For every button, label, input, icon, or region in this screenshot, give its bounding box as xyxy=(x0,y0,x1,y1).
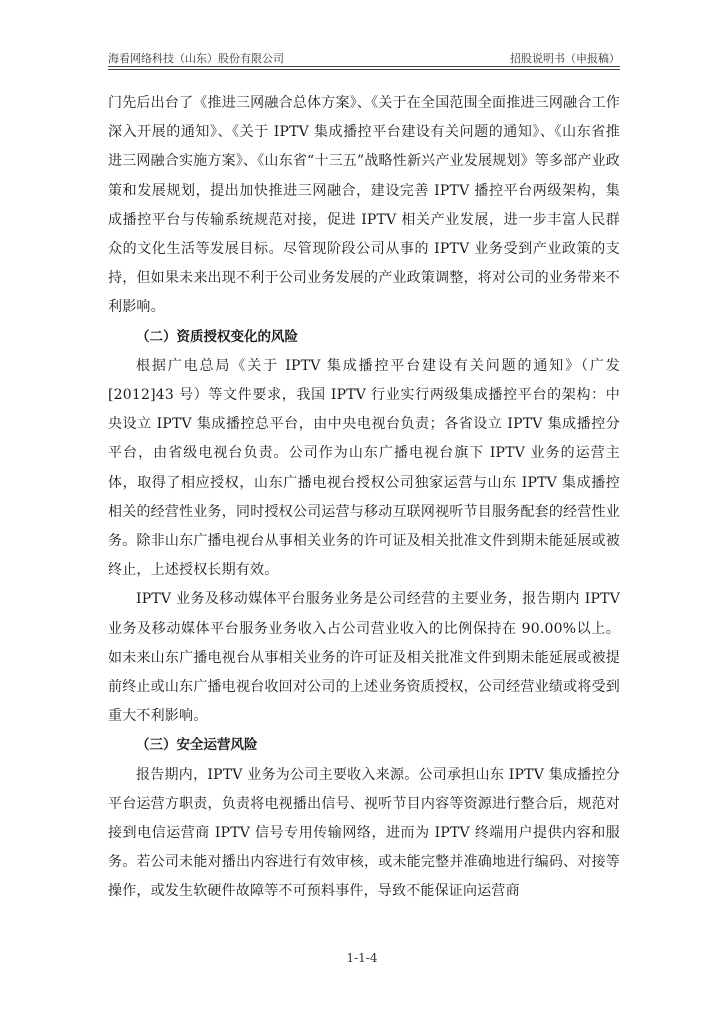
header-rule xyxy=(108,66,620,70)
paragraph-policy-support: 门先后出台了《推进三网融合总体方案》、《关于在全国范围全面推进三网融合工作深入开展的通知》、《关于 IPTV 集成播控平台建设有关问题的通知》、《山东省推进三网融合实施方案》、《山东省“十三五”战略性新兴产业发展规划》等多部产业政策和发展规划，提出加快推进三网融合，建设完善 IPTV 播控平台两级架构，集成播控平台与传输系统规范对接，促进 IPTV 相关产业发展，进一步丰富人民群众的文化生活等发展目标。尽管现阶段公司从事的 IPTV 业务受到产业政策的支持，但如果未来出现不利于公司业务发展的产业政策调整，将对公司的业务带来不利影响。 xyxy=(108,95,620,316)
paragraph-qualification-architecture: 根据广电总局《关于 IPTV 集成播控平台建设有关问题的通知》（广发[2012]43 号）等文件要求，我国 IPTV 行业实行两级集成播控平台的架构：中央设立 IPTV 集成播控总平台，由中央电视台负责；各省设立 IPTV 集成播控分平台，由省级电视台负责。公司作为山东广播电视台旗下 IPTV 业务的运营主体，取得了相应授权，山东广播电视台授权公司独家运营与山东 IPTV 集成播控相关的经营性业务，同时授权公司运营与移动互联网视听节目服务配套的经营性业务。除非山东广播电视台从事相关业务的许可证及相关批准文件到期未能延展或被终止，上述授权长期有效。 xyxy=(108,357,620,579)
header-document-title: 招股说明书（申报稿） xyxy=(510,52,620,65)
header-company-name: 海看网络科技（山东）股份有限公司 xyxy=(108,52,284,65)
page-number: 1-1-4 xyxy=(346,951,378,965)
body-content xyxy=(108,89,620,907)
paragraph-operation-risk: 报告期内，IPTV 业务为公司主要收入来源。公司承担山东 IPTV 集成播控分平台运营方职责，负责将电视播出信号、视听节目内容等资源进行整合后，规范对接到电信运营商 IPTV 信号专用传输网络，进而为 IPTV 终端用户提供内容和服务。若公司未能对播出内容进行有效审核，或未能完整并准确地进行编码、对接等操作，或发生软硬件故障等不可预料事件，导致不能保证向运营商 xyxy=(108,766,620,900)
page-header xyxy=(108,44,620,64)
section-heading-qualification-risk: （二）资质授权变化的风险 xyxy=(136,328,298,345)
section-heading-operation-risk: （三）安全运营风险 xyxy=(136,737,258,754)
paragraph-qualification-revenue: IPTV 业务及移动媒体平台服务业务是公司经营的主要业务，报告期内 IPTV 业务及移动媒体平台服务业务收入占公司营业收入的比例保持在 90.00%以上。如未来山东广播电视台从事相关业务的许可证及相关批准文件到期未能延展或被提前终止或山东广播电视台收回对公司的上述业务资质授权，公司经营业绩或将受到重大不利影响。 xyxy=(108,591,620,725)
